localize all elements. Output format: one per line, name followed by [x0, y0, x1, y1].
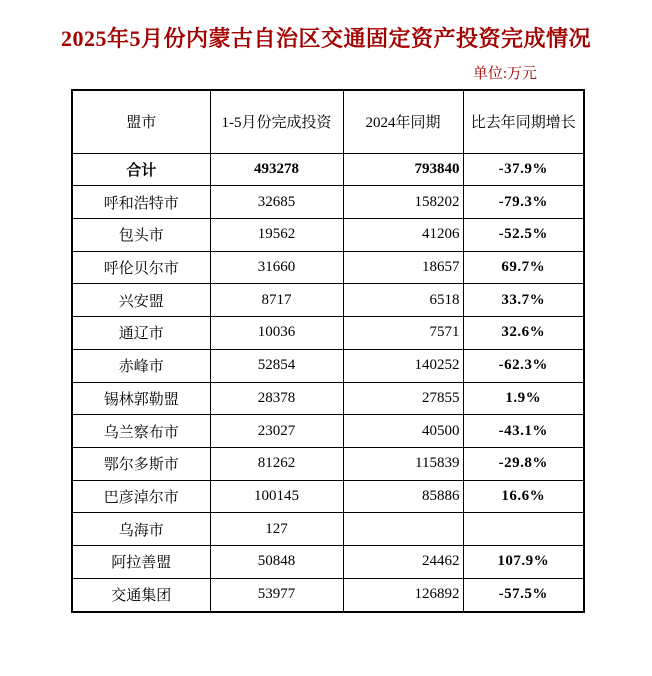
cell-2024-period: 18657: [343, 251, 463, 284]
cell-region: 阿拉善盟: [72, 546, 210, 579]
cell-yoy-growth: -79.3%: [463, 186, 584, 219]
cell-2024-period: 40500: [343, 415, 463, 448]
table-row: [72, 349, 584, 382]
cell-region: 通辽市: [72, 317, 210, 350]
cell-region: 呼和浩特市: [72, 186, 210, 219]
cell-jan-may-investment: 50848: [210, 546, 343, 579]
cell-region: 赤峰市: [72, 349, 210, 382]
table-row: [72, 546, 584, 579]
cell-2024-period: 27855: [343, 382, 463, 415]
table-body: [72, 153, 584, 612]
cell-2024-period: 158202: [343, 186, 463, 219]
cell-jan-may-investment: 19562: [210, 218, 343, 251]
cell-2024-period: 24462: [343, 546, 463, 579]
cell-region: 包头市: [72, 218, 210, 251]
header-yoy-growth: 比去年同期增长: [463, 90, 584, 153]
cell-jan-may-investment: 10036: [210, 317, 343, 350]
cell-yoy-growth: 1.9%: [463, 382, 584, 415]
cell-yoy-growth: 16.6%: [463, 480, 584, 513]
cell-region: 呼伦贝尔市: [72, 251, 210, 284]
investment-table: [71, 89, 585, 613]
cell-yoy-growth: -37.9%: [463, 153, 584, 186]
cell-2024-period: 41206: [343, 218, 463, 251]
table-row: [72, 284, 584, 317]
cell-2024-period: [343, 513, 463, 546]
table-row: [72, 186, 584, 219]
cell-region: 巴彦淖尔市: [72, 480, 210, 513]
cell-jan-may-investment: 8717: [210, 284, 343, 317]
table-header-row: [72, 90, 584, 153]
table-row: [72, 480, 584, 513]
cell-region: 锡林郭勒盟: [72, 382, 210, 415]
cell-2024-period: 85886: [343, 480, 463, 513]
header-2024-period: 2024年同期: [343, 90, 463, 153]
cell-yoy-growth: 32.6%: [463, 317, 584, 350]
cell-jan-may-investment: 81262: [210, 447, 343, 480]
table-header: [72, 90, 584, 153]
cell-region: 乌兰察布市: [72, 415, 210, 448]
cell-yoy-growth: 69.7%: [463, 251, 584, 284]
cell-jan-may-investment: 100145: [210, 480, 343, 513]
cell-2024-period: 140252: [343, 349, 463, 382]
cell-jan-may-investment: 127: [210, 513, 343, 546]
cell-2024-period: 115839: [343, 447, 463, 480]
page-title: 2025年5月份内蒙古自治区交通固定资产投资完成情况: [60, 26, 591, 51]
cell-2024-period: 793840: [343, 153, 463, 186]
table-row: [72, 317, 584, 350]
cell-jan-may-investment: 32685: [210, 186, 343, 219]
table-row: [72, 153, 584, 186]
header-jan-may-investment: 1-5月份完成投资: [210, 90, 343, 153]
cell-region: 兴安盟: [72, 284, 210, 317]
cell-jan-may-investment: 493278: [210, 153, 343, 186]
table-row: [72, 251, 584, 284]
cell-jan-may-investment: 53977: [210, 578, 343, 612]
table-row: [72, 415, 584, 448]
cell-region: 交通集团: [72, 578, 210, 612]
cell-jan-may-investment: 31660: [210, 251, 343, 284]
cell-2024-period: 6518: [343, 284, 463, 317]
unit-label: 单位:万元: [472, 66, 537, 82]
table-row: [72, 218, 584, 251]
cell-yoy-growth: [463, 513, 584, 546]
cell-region: 乌海市: [72, 513, 210, 546]
table-row: [72, 513, 584, 546]
cell-yoy-growth: -43.1%: [463, 415, 584, 448]
cell-yoy-growth: 107.9%: [463, 546, 584, 579]
cell-yoy-growth: -29.8%: [463, 447, 584, 480]
table-row: [72, 447, 584, 480]
header-region: 盟市: [72, 90, 210, 153]
cell-jan-may-investment: 28378: [210, 382, 343, 415]
cell-yoy-growth: 33.7%: [463, 284, 584, 317]
cell-yoy-growth: -52.5%: [463, 218, 584, 251]
table-row: [72, 578, 584, 612]
cell-jan-may-investment: 23027: [210, 415, 343, 448]
cell-yoy-growth: -62.3%: [463, 349, 584, 382]
cell-2024-period: 7571: [343, 317, 463, 350]
table-row: [72, 382, 584, 415]
cell-yoy-growth: -57.5%: [463, 578, 584, 612]
cell-2024-period: 126892: [343, 578, 463, 612]
cell-region: 鄂尔多斯市: [72, 447, 210, 480]
cell-jan-may-investment: 52854: [210, 349, 343, 382]
cell-region: 合计: [72, 153, 210, 186]
